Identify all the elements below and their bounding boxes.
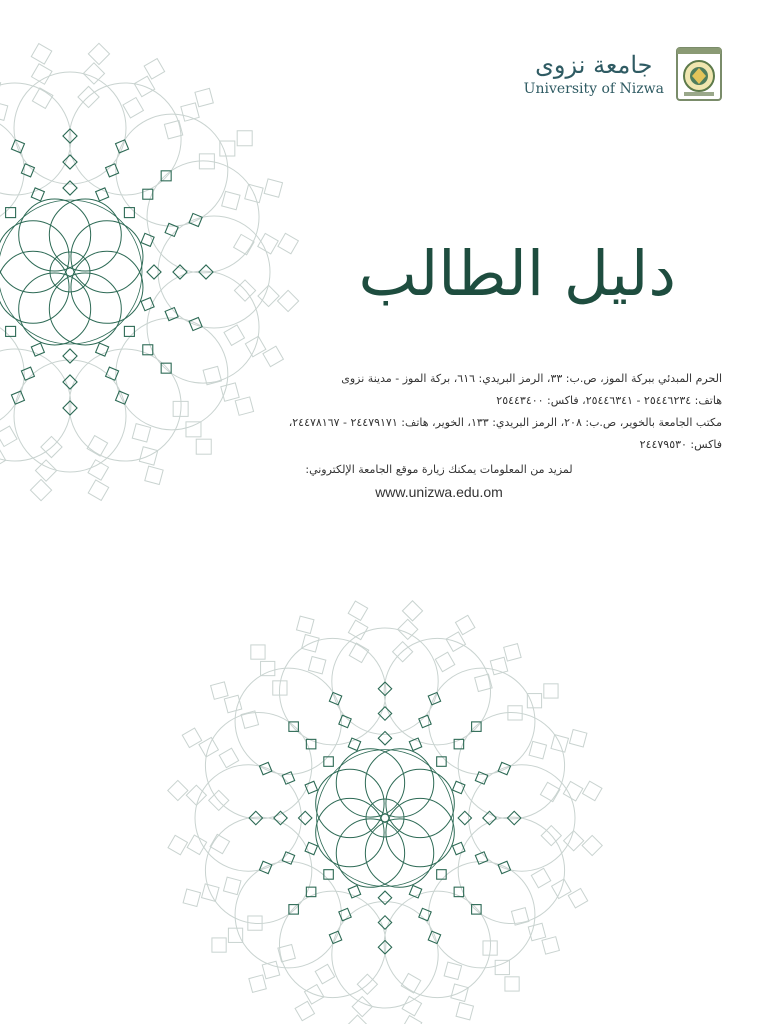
university-logo — [524, 44, 724, 104]
logo-wordmark — [524, 50, 664, 98]
logo-arabic-text: جامعة نزوى — [535, 51, 653, 79]
campus-phone-fax: هاتف: ٢٥٤٤٦٢٣٤ - ٢٥٤٤٦٣٤١، فاكس: ٢٥٤٤٣٤٠٠ — [496, 394, 722, 407]
contact-info — [252, 368, 722, 456]
office-fax: فاكس: ٢٤٤٧٩٥٣٠ — [639, 438, 722, 451]
document-title: دليل الطالب — [358, 237, 676, 310]
more-info — [254, 462, 624, 478]
university-seal-icon — [674, 44, 724, 104]
rosette-bottom — [168, 601, 603, 1024]
logo-english-text: University of Nizwa — [523, 81, 664, 97]
campus-address: الحرم المبدئي ببركة الموز، ص.ب: ٣٣، الرمز البريدي: ٦١٦، بركة الموز - مدينة نزوى — [341, 372, 722, 385]
website-link[interactable]: www.unizwa.edu.om — [375, 484, 503, 500]
office-address: مكتب الجامعة بالخوير، ص.ب: ٢٠٨، الرمز البريدي: ١٣٣، الخوير، هاتف: ٢٤٤٧٩١٧١ - ٢٤٤٧٨١٦٧، — [288, 416, 722, 429]
more-info-label: لمزيد من المعلومات يمكنك زيارة موقع الجامعة الإلكتروني: — [305, 463, 573, 476]
